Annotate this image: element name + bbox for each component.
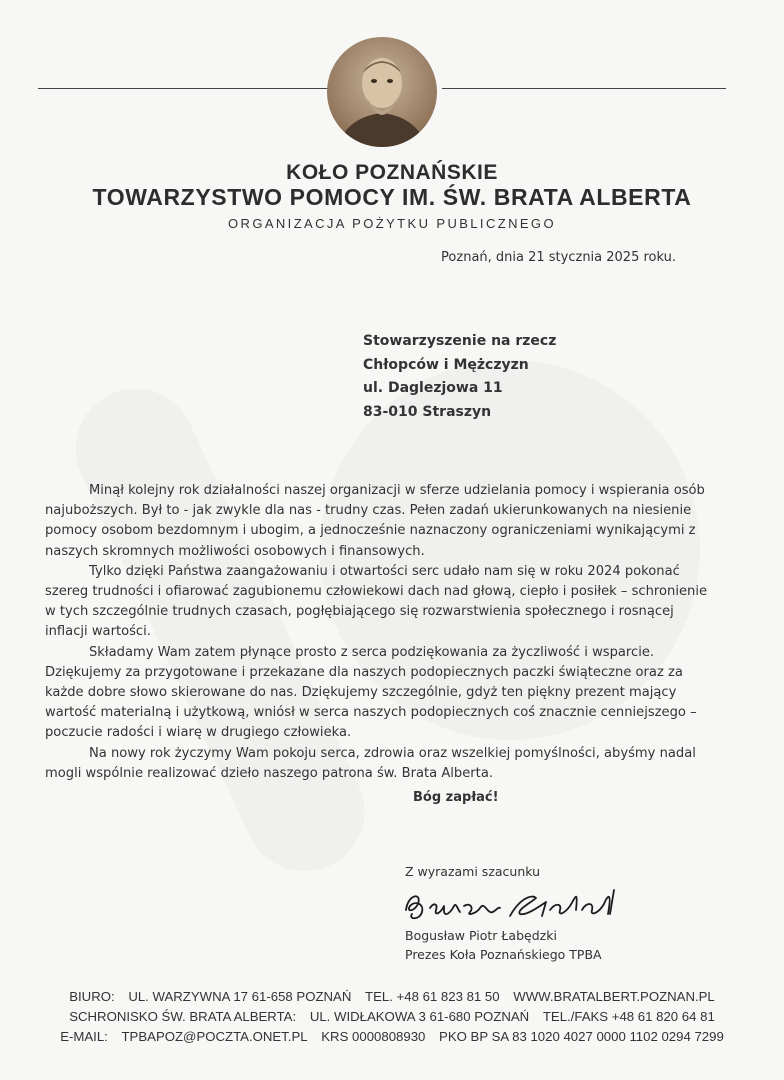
footer-address: UL. WIDŁAKOWA 3 61-680 POZNAŃ [309, 1009, 530, 1024]
footer-address: UL. WARZYWNA 17 61-658 POZNAŃ [128, 989, 352, 1004]
footer-label: SCHRONISKO ŚW. BRATA ALBERTA: [69, 1009, 297, 1024]
org-status: ORGANIZACJA POŻYTKU PUBLICZNEGO [228, 216, 556, 231]
body-paragraph: Na nowy rok życzymy Wam pokoju serca, zdrowia oraz wszelkiej pomyślności, abyśmy nadal mogli wspólnie realizować dzieło naszego patrona św. Brata Alberta. [45, 745, 696, 781]
footer-label: E-MAIL: [60, 1029, 108, 1044]
footer-krs: KRS 0000808930 [321, 1029, 426, 1044]
footer-label: BIURO: [69, 989, 115, 1004]
recipient-line: Chłopców i Mężczyzn [363, 356, 529, 373]
letter-date: Poznań, dnia 21 stycznia 2025 roku. [441, 250, 676, 265]
signer-block [405, 926, 602, 964]
recipient-address [363, 330, 556, 424]
letter-body [45, 481, 711, 784]
org-name-line2: TOWARZYSTWO POMOCY IM. ŚW. BRATA ALBERTA [92, 184, 692, 210]
footer-website: WWW.BRATALBERT.POZNAN.PL [513, 989, 715, 1004]
org-name-line1: KOŁO POZNAŃSKIE [286, 161, 498, 184]
signer-name: Bogusław Piotr Łabędzki [405, 928, 557, 943]
signer-title: Prezes Koła Poznańskiego TPBA [405, 947, 602, 962]
recipient-line: ul. Daglezjowa 11 [363, 380, 503, 396]
footer-line-contact [0, 1029, 784, 1044]
footer-line-shelter [0, 1009, 784, 1024]
header-rule-right [442, 88, 726, 89]
recipient-line: Stowarzyszenie na rzecz [363, 333, 557, 349]
handwritten-signature [400, 880, 632, 930]
closing-regards: Z wyrazami szacunku [405, 864, 541, 879]
footer-phone: TEL. +48 61 823 81 50 [365, 989, 500, 1004]
footer-email: TPBAPOZ@POCZTA.ONET.PL [121, 1029, 308, 1044]
recipient-line: 83-010 Straszyn [363, 403, 492, 420]
footer-phone: TEL./FAKS +48 61 820 64 81 [542, 1009, 715, 1024]
footer-bank-account: PKO BP SA 83 1020 4027 0000 1102 0294 7299 [439, 1029, 724, 1044]
body-paragraph: Składamy Wam zatem płynące prosto z serca podziękowania za życzliwość i wsparcie. Dziękujemy za przygotowane i przekazane dla naszych podopiecznych paczki świąteczne oraz za każde dobre słowo skierowane do nas. Dziękujemy szczególnie, gdyż ten piękny prezent mający wartość materialną i użytkową, wniósł w serca naszych podopiecznych coś znacznie cenniejszego – poczucie radości i wiarę w drugiego człowieka. [45, 644, 697, 741]
body-paragraph: Minął kolejny rok działalności naszej organizacji w sferze udzielania pomocy i wspierania osób najuboższych. Był to - jak zwykle dla nas - trudny czas. Pełen zadań ukierunkowanych na niesienie pomocy osobom bezdomnym i ubogim, a jednocześnie naznaczony ograniczeniami wynikającymi z naszych skromnych możliwości osobowych i finansowych. [45, 483, 705, 559]
patron-portrait [327, 37, 437, 147]
body-paragraph: Tylko dzięki Państwa zaangażowaniu i otwartości serc udało nam się w roku 2024 pokonać szereg trudności i ofiarować zagubionemu człowiekowi dach nad głową, ciepło i posiłek – schronienie w tych szczególnie trudnych czasach, pogłębiającego się rozwarstwienia społecznego i rosnącej inflacji wartości. [45, 563, 708, 640]
closing-thanks: Bóg zapłać! [413, 790, 499, 805]
footer-line-office [0, 989, 784, 1004]
header-rule-left [38, 88, 328, 89]
